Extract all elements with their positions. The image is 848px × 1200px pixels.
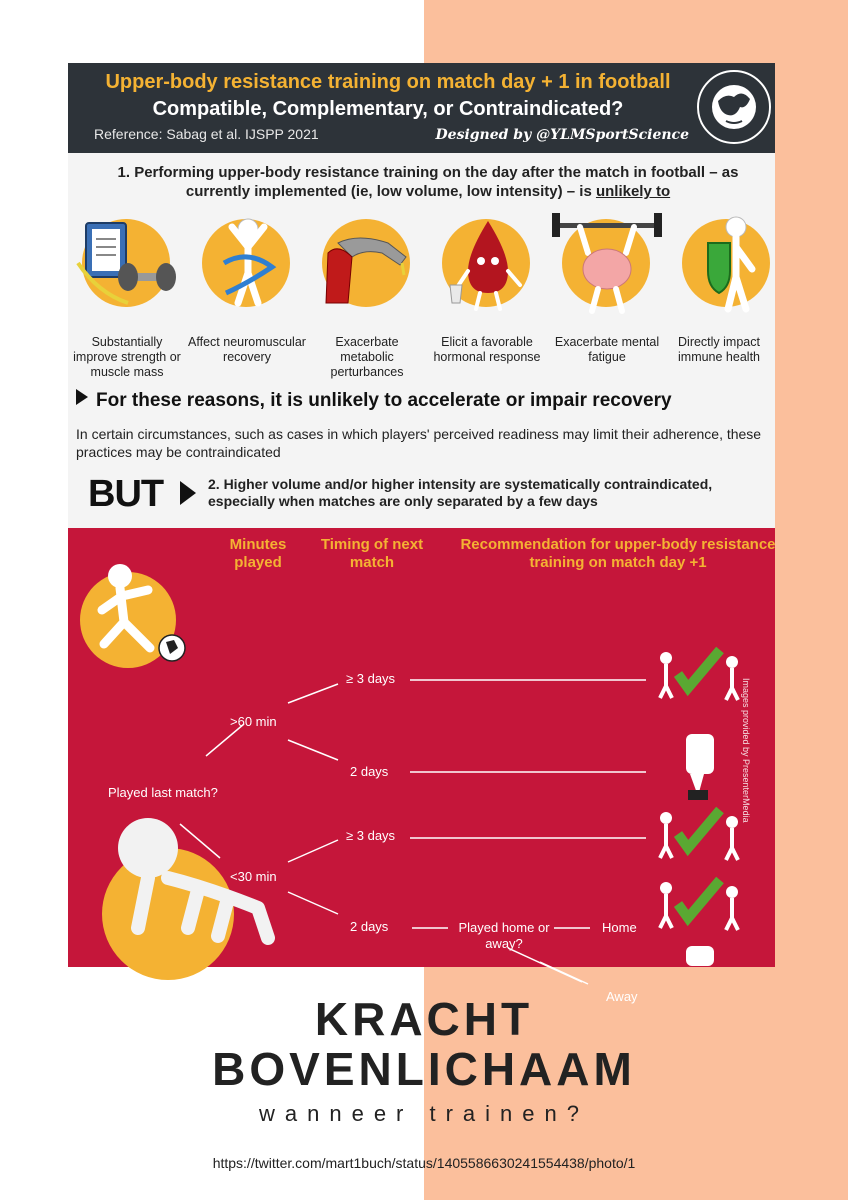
timing-ge3-days: ≥ 3 days bbox=[346, 671, 396, 686]
home-away-question: Played home or away? bbox=[458, 920, 550, 951]
branch-over-60: >60 min bbox=[230, 714, 277, 729]
effect-label: Directly impact immune health bbox=[678, 335, 760, 364]
football-science-institute-logo bbox=[696, 69, 772, 145]
infographic bbox=[68, 63, 776, 1004]
triangle-icon bbox=[76, 389, 88, 405]
column-header-timing: Timing of next match bbox=[320, 536, 424, 571]
decision-tree-lines bbox=[68, 528, 775, 967]
source-link[interactable]: https://twitter.com/mart1buch/status/1405586630241554438/photo/1 bbox=[212, 1155, 636, 1171]
check-approve-icon bbox=[660, 650, 738, 700]
effect-label: Substantially improve strength or muscle mass bbox=[73, 335, 181, 379]
check-approve-icon bbox=[660, 880, 738, 930]
branch-under-30: <30 min bbox=[230, 869, 277, 884]
infographic-title: Upper-body resistance training on match day + 1 in football bbox=[105, 71, 671, 93]
page-title-line2: BOVENLICHAAM bbox=[212, 1043, 636, 1095]
page-title-line1: KRACHT bbox=[314, 993, 534, 1045]
image-credit: Images provided by PresenterMedia bbox=[741, 678, 751, 823]
effect-label: Elicit a favorable hormonal response bbox=[433, 335, 541, 364]
home-branch: Home bbox=[602, 920, 637, 935]
point-two-text: 2. Higher volume and/or higher intensity are systematically contraindicated, especially when matches are only separated by a few days bbox=[208, 476, 713, 509]
effect-label: Exacerbate mental fatigue bbox=[554, 335, 660, 364]
page-subtitle: wanneer trainen? bbox=[258, 1101, 589, 1126]
point-one-text: 1. Performing upper-body resistance training on the day after the match in football – as currently implemented (ie, low volume, low intensity) – is unlikely to bbox=[117, 164, 739, 200]
root-question: Played last match? bbox=[108, 785, 218, 800]
designer-credit: Designed by @YLMSportScience bbox=[435, 127, 689, 143]
thumbs-down-icon bbox=[686, 734, 714, 800]
decision-tree-section bbox=[68, 528, 776, 1004]
timing-ge3-days: ≥ 3 days bbox=[346, 828, 396, 843]
check-approve-icon bbox=[660, 810, 738, 860]
column-header-minutes: Minutes played bbox=[229, 536, 287, 571]
column-header-recommendation: Recommendation for upper-body resistance training on match day +1 bbox=[460, 536, 776, 571]
but-heading: BUT bbox=[88, 473, 164, 515]
effect-label: Affect neuromuscular recovery bbox=[188, 335, 306, 364]
away-branch: Away bbox=[606, 989, 638, 1004]
infographic-subtitle: Compatible, Complementary, or Contraindicated? bbox=[152, 98, 624, 120]
timing-2-days: 2 days bbox=[350, 919, 389, 934]
reasons-statement: For these reasons, it is unlikely to accelerate or impair recovery bbox=[76, 389, 672, 412]
effect-label: Exacerbate metabolic perturbances bbox=[330, 335, 404, 379]
thumbs-down-icon bbox=[686, 946, 714, 966]
reference-text: Reference: Sabag et al. IJSPP 2021 bbox=[94, 126, 319, 142]
arrow-right-icon bbox=[180, 481, 196, 505]
infographic-header bbox=[68, 63, 775, 153]
timing-2-days: 2 days bbox=[350, 764, 389, 779]
circumstances-text: In certain circumstances, such as cases in which players' perceived readiness may limit their adherence, these practices may be contraindicated bbox=[76, 426, 762, 460]
underlined-text: unlikely to bbox=[595, 183, 671, 200]
